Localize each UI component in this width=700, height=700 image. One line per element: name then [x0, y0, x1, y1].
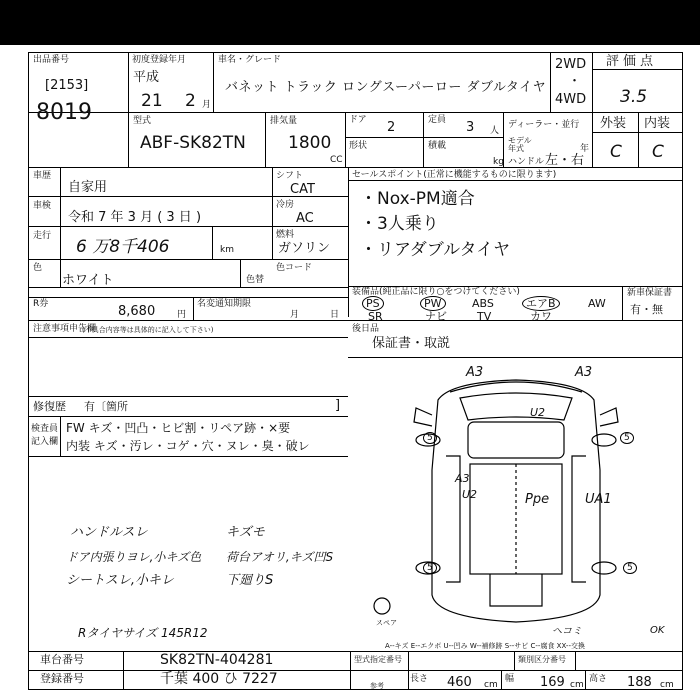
equip-label: 装備品(純正品に限り○をつけてください) [352, 287, 520, 297]
drive-sep: ・ [568, 74, 582, 89]
person-unit: 人 [490, 126, 500, 136]
dmg-hekomi: ヘコミ [552, 626, 582, 637]
dealer-label: ディーラー・並行 [508, 120, 580, 130]
new-car-label: 新車保証書 [627, 288, 673, 298]
top-black-band [0, 0, 700, 45]
damage-legend: A--キズ E--エクボ U--凹み W--補修跡 S--サビ C--腐食 XX--交換 [385, 642, 585, 650]
displacement: 1800 [288, 133, 332, 153]
repair: 有〔箇所 [84, 400, 128, 413]
doors: 2 [387, 120, 396, 135]
ac-label: 冷房 [276, 200, 295, 210]
car-name-label: 車名・グレード [218, 55, 282, 65]
note-3a: シートスレ,小キレ [66, 573, 174, 588]
usage-label: 車歴 [33, 171, 52, 181]
sales-point-2: ・3人乗り [360, 214, 439, 234]
equip-navi: ナビ [425, 310, 447, 323]
tire-tread-rl: 5 [423, 563, 437, 573]
model-cert-label: 型式指定番号 [354, 655, 402, 664]
color-no-label: 色替 [246, 275, 265, 285]
equip-airbag: エアB [522, 299, 560, 309]
dmg-ua1: UA1 [585, 492, 612, 507]
reg-month: 2 [185, 91, 196, 111]
door-label: ドア [349, 115, 367, 125]
repair-label: 修復歴 [33, 400, 66, 413]
ok-mark: OK [650, 625, 665, 636]
notes-label: 注意事項申告欄 [33, 324, 97, 334]
lot-small: [2153] [45, 78, 89, 93]
cc-unit: CC [330, 155, 343, 165]
inspector-label-1: 検査員 [31, 424, 59, 434]
chassis-label: 車台番号 [40, 653, 84, 666]
note-3b: 下廻りS [226, 573, 274, 588]
shift-label: シフト [276, 171, 304, 181]
exterior-grade: C [610, 142, 622, 162]
shift: CAT [290, 182, 315, 197]
note-1b: キズモ [226, 525, 265, 540]
dmg-u2-top: U2 [530, 406, 546, 419]
era: 平成 [133, 70, 160, 85]
color-label: 色 [33, 263, 43, 273]
reg-year: 21 [141, 91, 163, 111]
equip-tv: TV [477, 310, 492, 323]
yen-unit: 円 [177, 310, 187, 320]
dmg-ppe: Ppe [525, 492, 550, 507]
model-code: ABF-SK82TN [140, 133, 246, 153]
handle: 左・右 [545, 153, 585, 168]
capacity: 3 [466, 120, 475, 135]
equip-pw: PW [420, 299, 446, 309]
inspector-int: 内装 キズ・汚レ・コゲ・穴・ヌレ・臭・破レ [66, 439, 310, 453]
ref-label: 参考 [370, 682, 384, 690]
plate-number: 千葉 400 ひ 7227 [160, 671, 278, 687]
equip-sr: SR [368, 310, 383, 323]
color: ホワイト [62, 273, 114, 288]
model-label: 型式 [133, 116, 152, 126]
color-code-label: 色コード [276, 263, 313, 273]
car-diagram [350, 360, 682, 640]
height: 188 [627, 675, 652, 690]
repair-close: ] [335, 398, 341, 413]
grade-label: 評価点 [606, 54, 658, 69]
capacity-label: 定員 [428, 115, 447, 125]
lot-number: 8019 [36, 100, 92, 125]
shape-label: 形状 [349, 141, 368, 151]
equip-aw: AW [588, 297, 606, 310]
recycle: 8,680 [118, 304, 156, 319]
sales-label: セールスポイント(正常に機能するものに限ります) [352, 170, 557, 180]
inspector-ext: FW キズ・凹凸・ヒビ割・リペア跡・×要 [66, 421, 291, 435]
interior-grade: C [652, 142, 664, 162]
spare-label: スペア [376, 619, 397, 627]
equip-ps: PS [362, 299, 384, 309]
car-name: バネット トラック ロングスーパーロー ダブルタイヤ [225, 80, 547, 95]
interior-label: 内装 [644, 116, 671, 131]
inspector-label-2: 記入欄 [31, 437, 59, 447]
dmg-a3-front-right: A3 [575, 365, 593, 380]
fuel: ガソリン [278, 241, 331, 256]
mileage-label: 走行 [33, 231, 52, 241]
note-1a: ハンドルスレ [70, 525, 148, 540]
km-unit: km [220, 245, 234, 255]
inspection: 令和 7 年 3 月 ( 3 日 ) [68, 210, 202, 225]
first-reg-label: 初度登録年月 [132, 55, 187, 65]
dmg-u2-side: U2 [462, 488, 478, 501]
tax-day: 日 [330, 310, 340, 320]
handle-label: ハンドル [508, 157, 545, 167]
tire-tread-rr: 5 [623, 563, 637, 573]
ac: AC [296, 211, 314, 226]
tire-tread-fl: 5 [423, 433, 437, 443]
tire-tread-fr: 5 [620, 433, 634, 443]
tax-month: 月 [290, 310, 300, 320]
kg-unit: kg [493, 157, 504, 167]
grade-score: 3.5 [620, 87, 648, 107]
equip-abs: ABS [472, 297, 494, 310]
usage: 自家用 [68, 180, 108, 195]
height-unit: cm [660, 680, 674, 690]
tire-note: Rタイヤサイズ 145R12 [78, 626, 208, 640]
length-unit: cm [484, 680, 498, 690]
drive-2wd: 2WD [555, 57, 587, 72]
dmg-a3-side: A3 [455, 472, 470, 485]
new-car: 有・無 [630, 303, 663, 316]
height-label: 高さ [589, 674, 608, 684]
inspection-label: 車検 [33, 201, 52, 211]
sales-point-3: ・リアダブルタイヤ [360, 240, 511, 260]
after-items: 保証書・取説 [372, 336, 451, 351]
equip-leather: カワ [530, 310, 552, 323]
month-unit: 月 [202, 100, 212, 110]
category-label: 類別区分番号 [518, 655, 566, 664]
chassis-number: SK82TN-404281 [160, 652, 274, 668]
lot-label: 出品番号 [33, 55, 70, 65]
after-label: 後日品 [352, 324, 380, 334]
dmg-a3-front: A3 [466, 365, 484, 380]
recycle-label: R券 [33, 299, 49, 309]
drive-4wd: 4WD [555, 92, 587, 107]
note-2a: ドア内張りヨレ,小キズ色 [66, 550, 202, 564]
width-label: 幅 [505, 674, 515, 684]
fuel-label: 燃料 [276, 230, 295, 240]
width: 169 [540, 675, 565, 690]
displacement-label: 排気量 [270, 116, 298, 126]
note-2b: 荷台アオリ,キズ凹S [226, 550, 334, 564]
width-unit: cm [570, 680, 584, 690]
mileage: 6 万8千406 [76, 237, 170, 257]
load-label: 積載 [428, 141, 447, 151]
tax-label: 名変通知期限 [197, 299, 252, 309]
sales-point-1: ・Nox-PM適合 [360, 189, 475, 209]
model-year-label: モデル年式 [508, 136, 532, 153]
exterior-label: 外装 [600, 116, 627, 131]
length: 460 [447, 675, 472, 690]
length-label: 長さ [410, 674, 429, 684]
year-unit: 年 [580, 144, 590, 154]
notes-sub: (不具合内容等は具体的に記入して下さい) [82, 326, 214, 334]
plate-label: 登録番号 [40, 672, 84, 685]
